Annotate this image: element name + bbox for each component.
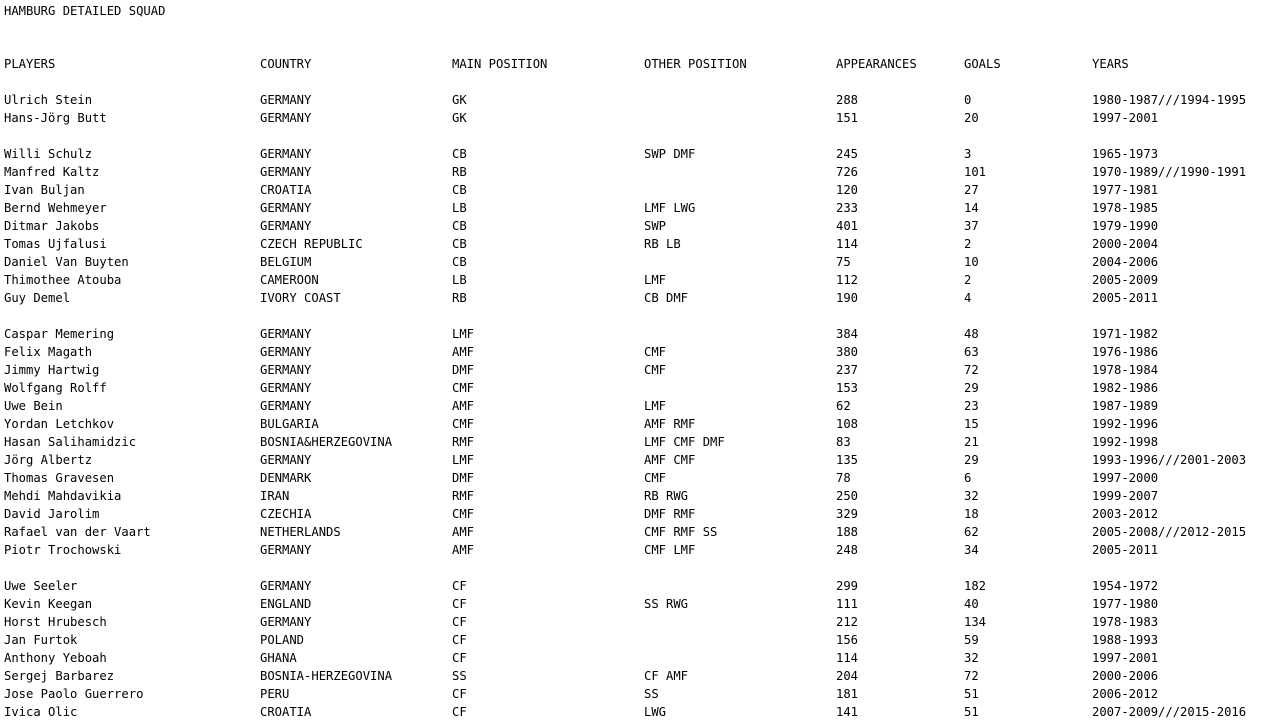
cell-main-position: AMF — [452, 399, 475, 413]
cell-goals: 63 — [964, 345, 979, 359]
cell-other-position: RB LB — [644, 237, 681, 251]
cell-country: CZECH REPUBLIC — [260, 237, 363, 251]
cell-main-position: CB — [452, 183, 467, 197]
cell-other-position: CB DMF — [644, 291, 689, 305]
cell-years: 1997-2001 — [1092, 651, 1159, 665]
table-row — [0, 631, 1265, 649]
cell-player-name: Ulrich Stein — [4, 93, 93, 107]
cell-years: 1999-2007 — [1092, 489, 1159, 503]
cell-country: GERMANY — [260, 327, 312, 341]
cell-player-name: Anthony Yeboah — [4, 651, 107, 665]
cell-main-position: CF — [452, 597, 467, 611]
cell-player-name: Mehdi Mahdavikia — [4, 489, 122, 503]
table-row — [0, 253, 1265, 271]
cell-main-position: CF — [452, 687, 467, 701]
cell-main-position: CMF — [452, 417, 475, 431]
cell-main-position: RMF — [452, 489, 475, 503]
cell-country: GERMANY — [260, 147, 312, 161]
cell-player-name: Piotr Trochowski — [4, 543, 122, 557]
cell-years: 1988-1993 — [1092, 633, 1159, 647]
cell-country: BOSNIA-HERZEGOVINA — [260, 669, 393, 683]
table-row — [0, 325, 1265, 343]
cell-country: GERMANY — [260, 381, 312, 395]
cell-years: 1954-1972 — [1092, 579, 1159, 593]
table-row — [0, 685, 1265, 703]
cell-goals: 72 — [964, 669, 979, 683]
cell-other-position: CMF — [644, 345, 667, 359]
cell-appearances: 151 — [836, 111, 859, 125]
cell-years: 1979-1990 — [1092, 219, 1159, 233]
column-header-goals: GOALS — [964, 57, 1001, 71]
cell-player-name: Tomas Ujfalusi — [4, 237, 107, 251]
cell-country: CROATIA — [260, 183, 312, 197]
cell-country: BELGIUM — [260, 255, 312, 269]
cell-years: 2000-2006 — [1092, 669, 1159, 683]
cell-main-position: CF — [452, 651, 467, 665]
cell-years: 1997-2000 — [1092, 471, 1159, 485]
cell-player-name: Manfred Kaltz — [4, 165, 100, 179]
table-row — [0, 397, 1265, 415]
cell-appearances: 288 — [836, 93, 859, 107]
cell-main-position: RB — [452, 165, 467, 179]
cell-player-name: Felix Magath — [4, 345, 93, 359]
cell-main-position: GK — [452, 111, 467, 125]
cell-years: 1997-2001 — [1092, 111, 1159, 125]
cell-player-name: Jörg Albertz — [4, 453, 93, 467]
cell-other-position: CMF LMF — [644, 543, 696, 557]
cell-player-name: David Jarolim — [4, 507, 100, 521]
cell-goals: 2 — [964, 237, 972, 251]
cell-goals: 51 — [964, 705, 979, 719]
cell-appearances: 188 — [836, 525, 859, 539]
cell-appearances: 75 — [836, 255, 851, 269]
table-row — [0, 109, 1265, 127]
cell-country: GERMANY — [260, 345, 312, 359]
cell-main-position: CF — [452, 615, 467, 629]
cell-years: 1965-1973 — [1092, 147, 1159, 161]
cell-appearances: 153 — [836, 381, 859, 395]
table-row — [0, 181, 1265, 199]
table-row — [0, 91, 1265, 109]
cell-player-name: Hans-Jörg Butt — [4, 111, 107, 125]
cell-goals: 37 — [964, 219, 979, 233]
cell-other-position: LMF CMF DMF — [644, 435, 725, 449]
cell-main-position: LB — [452, 273, 467, 287]
cell-goals: 10 — [964, 255, 979, 269]
cell-player-name: Ivica Olic — [4, 705, 78, 719]
column-header-appearances: APPEARANCES — [836, 57, 917, 71]
table-row — [0, 361, 1265, 379]
table-row — [0, 469, 1265, 487]
table-row — [0, 703, 1265, 721]
cell-appearances: 401 — [836, 219, 859, 233]
cell-years: 1992-1996 — [1092, 417, 1159, 431]
cell-appearances: 212 — [836, 615, 859, 629]
table-row — [0, 433, 1265, 451]
cell-years: 1993-1996///2001-2003 — [1092, 453, 1247, 467]
cell-main-position: CF — [452, 579, 467, 593]
cell-goals: 15 — [964, 417, 979, 431]
cell-years: 2005-2011 — [1092, 291, 1159, 305]
cell-main-position: SS — [452, 669, 467, 683]
cell-other-position: SS RWG — [644, 597, 689, 611]
cell-years: 1977-1980 — [1092, 597, 1159, 611]
cell-country: GERMANY — [260, 579, 312, 593]
cell-other-position: LMF — [644, 273, 667, 287]
cell-player-name: Uwe Bein — [4, 399, 63, 413]
cell-appearances: 329 — [836, 507, 859, 521]
cell-country: GHANA — [260, 651, 297, 665]
table-row — [0, 541, 1265, 559]
cell-main-position: CMF — [452, 507, 475, 521]
cell-years: 2000-2004 — [1092, 237, 1159, 251]
table-row — [0, 523, 1265, 541]
table-row — [0, 343, 1265, 361]
table-row — [0, 451, 1265, 469]
cell-years: 1982-1986 — [1092, 381, 1159, 395]
table-row — [0, 649, 1265, 667]
table-row — [0, 271, 1265, 289]
cell-goals: 32 — [964, 489, 979, 503]
cell-country: GERMANY — [260, 111, 312, 125]
cell-main-position: DMF — [452, 471, 475, 485]
cell-appearances: 248 — [836, 543, 859, 557]
cell-appearances: 83 — [836, 435, 851, 449]
cell-country: GERMANY — [260, 219, 312, 233]
cell-goals: 27 — [964, 183, 979, 197]
cell-other-position: SWP — [644, 219, 667, 233]
cell-appearances: 135 — [836, 453, 859, 467]
column-header-country: COUNTRY — [260, 57, 312, 71]
table-row — [0, 613, 1265, 631]
cell-country: CAMEROON — [260, 273, 319, 287]
table-row — [0, 667, 1265, 685]
cell-player-name: Uwe Seeler — [4, 579, 78, 593]
document-title: HAMBURG DETAILED SQUAD — [4, 4, 166, 18]
cell-country: GERMANY — [260, 543, 312, 557]
cell-country: BOSNIA&HERZEGOVINA — [260, 435, 393, 449]
cell-goals: 29 — [964, 453, 979, 467]
cell-player-name: Jose Paolo Guerrero — [4, 687, 144, 701]
table-row — [0, 289, 1265, 307]
cell-appearances: 156 — [836, 633, 859, 647]
cell-goals: 21 — [964, 435, 979, 449]
cell-appearances: 245 — [836, 147, 859, 161]
table-row — [0, 217, 1265, 235]
cell-appearances: 233 — [836, 201, 859, 215]
cell-player-name: Sergej Barbarez — [4, 669, 115, 683]
cell-country: BULGARIA — [260, 417, 319, 431]
cell-years: 1978-1985 — [1092, 201, 1159, 215]
cell-appearances: 112 — [836, 273, 859, 287]
cell-main-position: CMF — [452, 381, 475, 395]
cell-years: 1970-1989///1990-1991 — [1092, 165, 1247, 179]
cell-appearances: 299 — [836, 579, 859, 593]
cell-years: 1980-1987///1994-1995 — [1092, 93, 1247, 107]
cell-country: GERMANY — [260, 363, 312, 377]
cell-goals: 18 — [964, 507, 979, 521]
cell-years: 2005-2009 — [1092, 273, 1159, 287]
cell-player-name: Ivan Buljan — [4, 183, 85, 197]
cell-other-position: DMF RMF — [644, 507, 696, 521]
cell-appearances: 190 — [836, 291, 859, 305]
cell-main-position: DMF — [452, 363, 475, 377]
cell-appearances: 181 — [836, 687, 859, 701]
cell-main-position: LB — [452, 201, 467, 215]
cell-player-name: Horst Hrubesch — [4, 615, 107, 629]
cell-appearances: 62 — [836, 399, 851, 413]
cell-country: DENMARK — [260, 471, 312, 485]
cell-appearances: 726 — [836, 165, 859, 179]
cell-country: GERMANY — [260, 399, 312, 413]
cell-appearances: 250 — [836, 489, 859, 503]
cell-player-name: Thomas Gravesen — [4, 471, 115, 485]
cell-other-position: AMF CMF — [644, 453, 696, 467]
cell-goals: 4 — [964, 291, 972, 305]
cell-appearances: 114 — [836, 237, 859, 251]
cell-years: 1976-1986 — [1092, 345, 1159, 359]
cell-appearances: 78 — [836, 471, 851, 485]
cell-years: 1978-1983 — [1092, 615, 1159, 629]
cell-main-position: RB — [452, 291, 467, 305]
cell-goals: 48 — [964, 327, 979, 341]
cell-goals: 101 — [964, 165, 987, 179]
cell-player-name: Rafael van der Vaart — [4, 525, 151, 539]
cell-years: 1987-1989 — [1092, 399, 1159, 413]
column-header-other-position: OTHER POSITION — [644, 57, 747, 71]
cell-country: IRAN — [260, 489, 290, 503]
cell-goals: 14 — [964, 201, 979, 215]
cell-main-position: CF — [452, 633, 467, 647]
cell-appearances: 120 — [836, 183, 859, 197]
cell-other-position: LMF LWG — [644, 201, 696, 215]
cell-goals: 6 — [964, 471, 972, 485]
cell-country: GERMANY — [260, 165, 312, 179]
cell-goals: 2 — [964, 273, 972, 287]
cell-country: POLAND — [260, 633, 305, 647]
cell-other-position: CF AMF — [644, 669, 689, 683]
table-row — [0, 595, 1265, 613]
cell-years: 2006-2012 — [1092, 687, 1159, 701]
cell-years: 2003-2012 — [1092, 507, 1159, 521]
cell-other-position: SWP DMF — [644, 147, 696, 161]
cell-goals: 0 — [964, 93, 972, 107]
cell-country: CROATIA — [260, 705, 312, 719]
cell-years: 2005-2008///2012-2015 — [1092, 525, 1247, 539]
cell-country: PERU — [260, 687, 290, 701]
cell-goals: 134 — [964, 615, 987, 629]
cell-player-name: Guy Demel — [4, 291, 71, 305]
cell-player-name: Ditmar Jakobs — [4, 219, 100, 233]
cell-player-name: Jan Furtok — [4, 633, 78, 647]
cell-main-position: RMF — [452, 435, 475, 449]
cell-other-position: RB RWG — [644, 489, 689, 503]
cell-other-position: LMF — [644, 399, 667, 413]
table-row — [0, 163, 1265, 181]
cell-goals: 32 — [964, 651, 979, 665]
cell-appearances: 108 — [836, 417, 859, 431]
cell-goals: 62 — [964, 525, 979, 539]
cell-player-name: Hasan Salihamidzic — [4, 435, 137, 449]
cell-country: NETHERLANDS — [260, 525, 341, 539]
cell-goals: 3 — [964, 147, 972, 161]
cell-other-position: CMF — [644, 363, 667, 377]
cell-years: 2005-2011 — [1092, 543, 1159, 557]
cell-country: GERMANY — [260, 615, 312, 629]
cell-years: 1971-1982 — [1092, 327, 1159, 341]
cell-player-name: Willi Schulz — [4, 147, 93, 161]
cell-appearances: 111 — [836, 597, 859, 611]
cell-appearances: 380 — [836, 345, 859, 359]
table-row — [0, 505, 1265, 523]
cell-years: 1977-1981 — [1092, 183, 1159, 197]
cell-goals: 72 — [964, 363, 979, 377]
cell-other-position: SS — [644, 687, 659, 701]
cell-appearances: 204 — [836, 669, 859, 683]
cell-main-position: LMF — [452, 327, 475, 341]
cell-goals: 34 — [964, 543, 979, 557]
cell-goals: 182 — [964, 579, 987, 593]
table-row — [0, 487, 1265, 505]
table-row — [0, 235, 1265, 253]
cell-main-position: GK — [452, 93, 467, 107]
cell-main-position: CF — [452, 705, 467, 719]
cell-goals: 20 — [964, 111, 979, 125]
cell-main-position: CB — [452, 255, 467, 269]
table-row — [0, 577, 1265, 595]
column-header-years: YEARS — [1092, 57, 1129, 71]
cell-main-position: AMF — [452, 543, 475, 557]
cell-main-position: CB — [452, 147, 467, 161]
cell-country: GERMANY — [260, 453, 312, 467]
table-row — [0, 379, 1265, 397]
cell-appearances: 384 — [836, 327, 859, 341]
table-row — [0, 415, 1265, 433]
cell-player-name: Bernd Wehmeyer — [4, 201, 107, 215]
cell-goals: 23 — [964, 399, 979, 413]
column-header-row — [0, 55, 1265, 73]
cell-other-position: CMF — [644, 471, 667, 485]
cell-goals: 29 — [964, 381, 979, 395]
cell-country: IVORY COAST — [260, 291, 341, 305]
column-header-main-position: MAIN POSITION — [452, 57, 548, 71]
table-row — [0, 145, 1265, 163]
cell-main-position: LMF — [452, 453, 475, 467]
cell-appearances: 114 — [836, 651, 859, 665]
cell-years: 2004-2006 — [1092, 255, 1159, 269]
cell-years: 1992-1998 — [1092, 435, 1159, 449]
cell-other-position: LWG — [644, 705, 667, 719]
cell-main-position: AMF — [452, 525, 475, 539]
cell-player-name: Thimothee Atouba — [4, 273, 122, 287]
cell-player-name: Yordan Letchkov — [4, 417, 115, 431]
cell-country: GERMANY — [260, 201, 312, 215]
cell-main-position: CB — [452, 237, 467, 251]
cell-years: 1978-1984 — [1092, 363, 1159, 377]
cell-main-position: CB — [452, 219, 467, 233]
cell-other-position: CMF RMF SS — [644, 525, 718, 539]
cell-player-name: Kevin Keegan — [4, 597, 93, 611]
cell-goals: 51 — [964, 687, 979, 701]
cell-goals: 59 — [964, 633, 979, 647]
cell-country: GERMANY — [260, 93, 312, 107]
cell-player-name: Daniel Van Buyten — [4, 255, 129, 269]
cell-player-name: Wolfgang Rolff — [4, 381, 107, 395]
table-row — [0, 199, 1265, 217]
cell-other-position: AMF RMF — [644, 417, 696, 431]
column-header-players: PLAYERS — [4, 57, 56, 71]
cell-goals: 40 — [964, 597, 979, 611]
cell-appearances: 237 — [836, 363, 859, 377]
cell-main-position: AMF — [452, 345, 475, 359]
cell-player-name: Jimmy Hartwig — [4, 363, 100, 377]
cell-years: 2007-2009///2015-2016 — [1092, 705, 1247, 719]
cell-appearances: 141 — [836, 705, 859, 719]
cell-country: CZECHIA — [260, 507, 312, 521]
cell-country: ENGLAND — [260, 597, 312, 611]
cell-player-name: Caspar Memering — [4, 327, 115, 341]
